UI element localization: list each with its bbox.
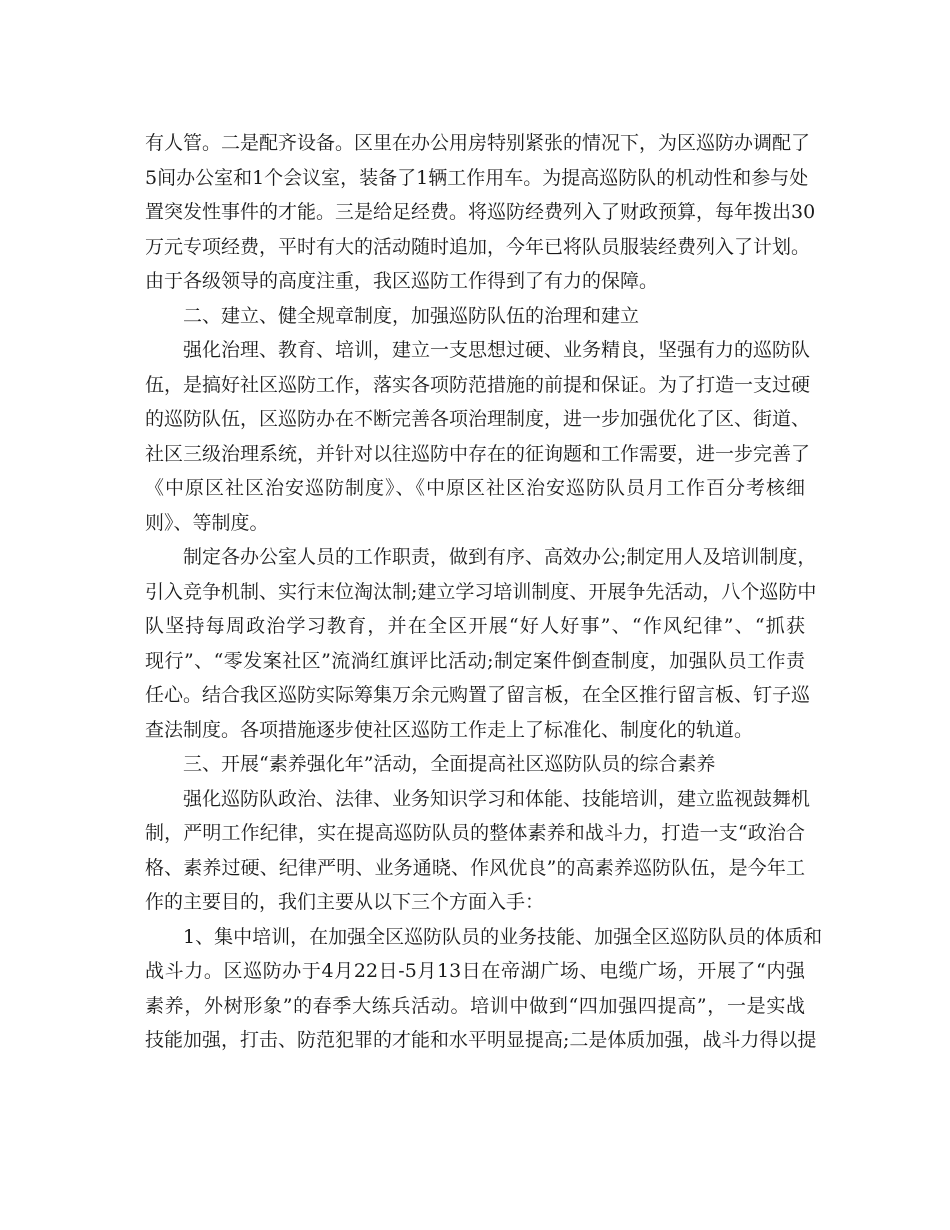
text-line: 置突发性事件的才能。三是给足经费。将巡防经费列入了财政预算，每年拨出30 — [145, 201, 816, 223]
text-line: 引入竞争机制、实行末位淘汰制;建立学习培训制度、开展争先活动，八个巡防中 — [145, 580, 817, 603]
text-line: 社区三级治理系统，并针对以往巡防中存在的征询题和工作需要，进一步完善了 — [145, 442, 811, 465]
text-line: 现行”、“零发案社区”流淌红旗评比活动;制定案件倒查制度，加强队员工作责 — [145, 649, 805, 672]
text-line: 万元专项经费，平时有大的活动随时追加，今年已将队员服装经费列入了计划。 — [145, 235, 811, 258]
text-line: 战斗力。区巡防办于4月22日-5月13日在帝湖广场、电缆广场，开展了“内强 — [145, 960, 805, 982]
text-line: 队坚持每周政治学习教育，并在全区开展“好人好事”、“作风纪律”、“抓获 — [145, 615, 805, 637]
text-line: 5间办公室和1个会议室，装备了1辆工作用车。为提高巡防队的机动性和参与处 — [145, 166, 809, 189]
text-line: 作的主要目的，我们主要从以下三个方面入手： — [145, 891, 545, 913]
text-line: 任心。结合我区巡防实际筹集万余元购置了留言板，在全区推行留言板、钉子巡 — [145, 684, 811, 706]
text-line: 强化巡防队政治、法律、业务知识学习和体能、技能培训，建立监视鼓舞机 — [183, 787, 811, 810]
text-line: 《中原区社区治安巡防制度》、《中原区社区治安巡防队员月工作百分考核细 — [145, 477, 805, 499]
text-line: 格、素养过硬、纪律严明、业务通晓、作风优良”的高素养巡防队伍，是今年工 — [145, 856, 805, 879]
text-line: 三、开展“素养强化年”活动，全面提高社区巡防队员的综合素养 — [183, 753, 716, 775]
text-line: 伍，是搞好社区巡防工作，落实各项防范措施的前提和保证。为了打造一支过硬 — [145, 373, 811, 396]
text-line: 的巡防队伍，区巡防办在不断完善各项治理制度，进一步加强优化了区、街道、 — [145, 408, 811, 430]
text-line: 制，严明工作纪律，实在提高巡防队员的整体素养和战斗力，打造一支“政治合 — [145, 822, 805, 844]
text-line: 强化治理、教育、培训，建立一支思想过硬、业务精良，坚强有力的巡防队 — [183, 339, 811, 361]
text-line: 技能加强，打击、防范犯罪的才能和水平明显提高;二是体质加强，战斗力得以提 — [145, 1029, 817, 1051]
text-line: 制定各办公室人员的工作职责，做到有序、高效办公;制定用人及培训制度， — [183, 546, 817, 568]
text-line: 1、集中培训，在加强全区巡防队员的业务技能、加强全区巡防队员的体质和 — [183, 925, 823, 948]
text-line: 则》、等制度。 — [145, 511, 269, 534]
text-line: 素养，外树形象”的春季大练兵活动。培训中做到“四加强四提高”，一是实战 — [145, 994, 805, 1017]
text-line: 查法制度。各项措施逐步使社区巡防工作走上了标准化、制度化的轨道。 — [145, 718, 754, 741]
text-line: 二、建立、健全规章制度，加强巡防队伍的治理和建立 — [183, 304, 640, 327]
document-body — [145, 126, 823, 1058]
text-line: 由于各级领导的高度注重，我区巡防工作得到了有力的保障。 — [145, 270, 659, 292]
text-line: 有人管。二是配齐设备。区里在办公用房特别紧张的情况下，为区巡防办调配了 — [145, 132, 811, 154]
